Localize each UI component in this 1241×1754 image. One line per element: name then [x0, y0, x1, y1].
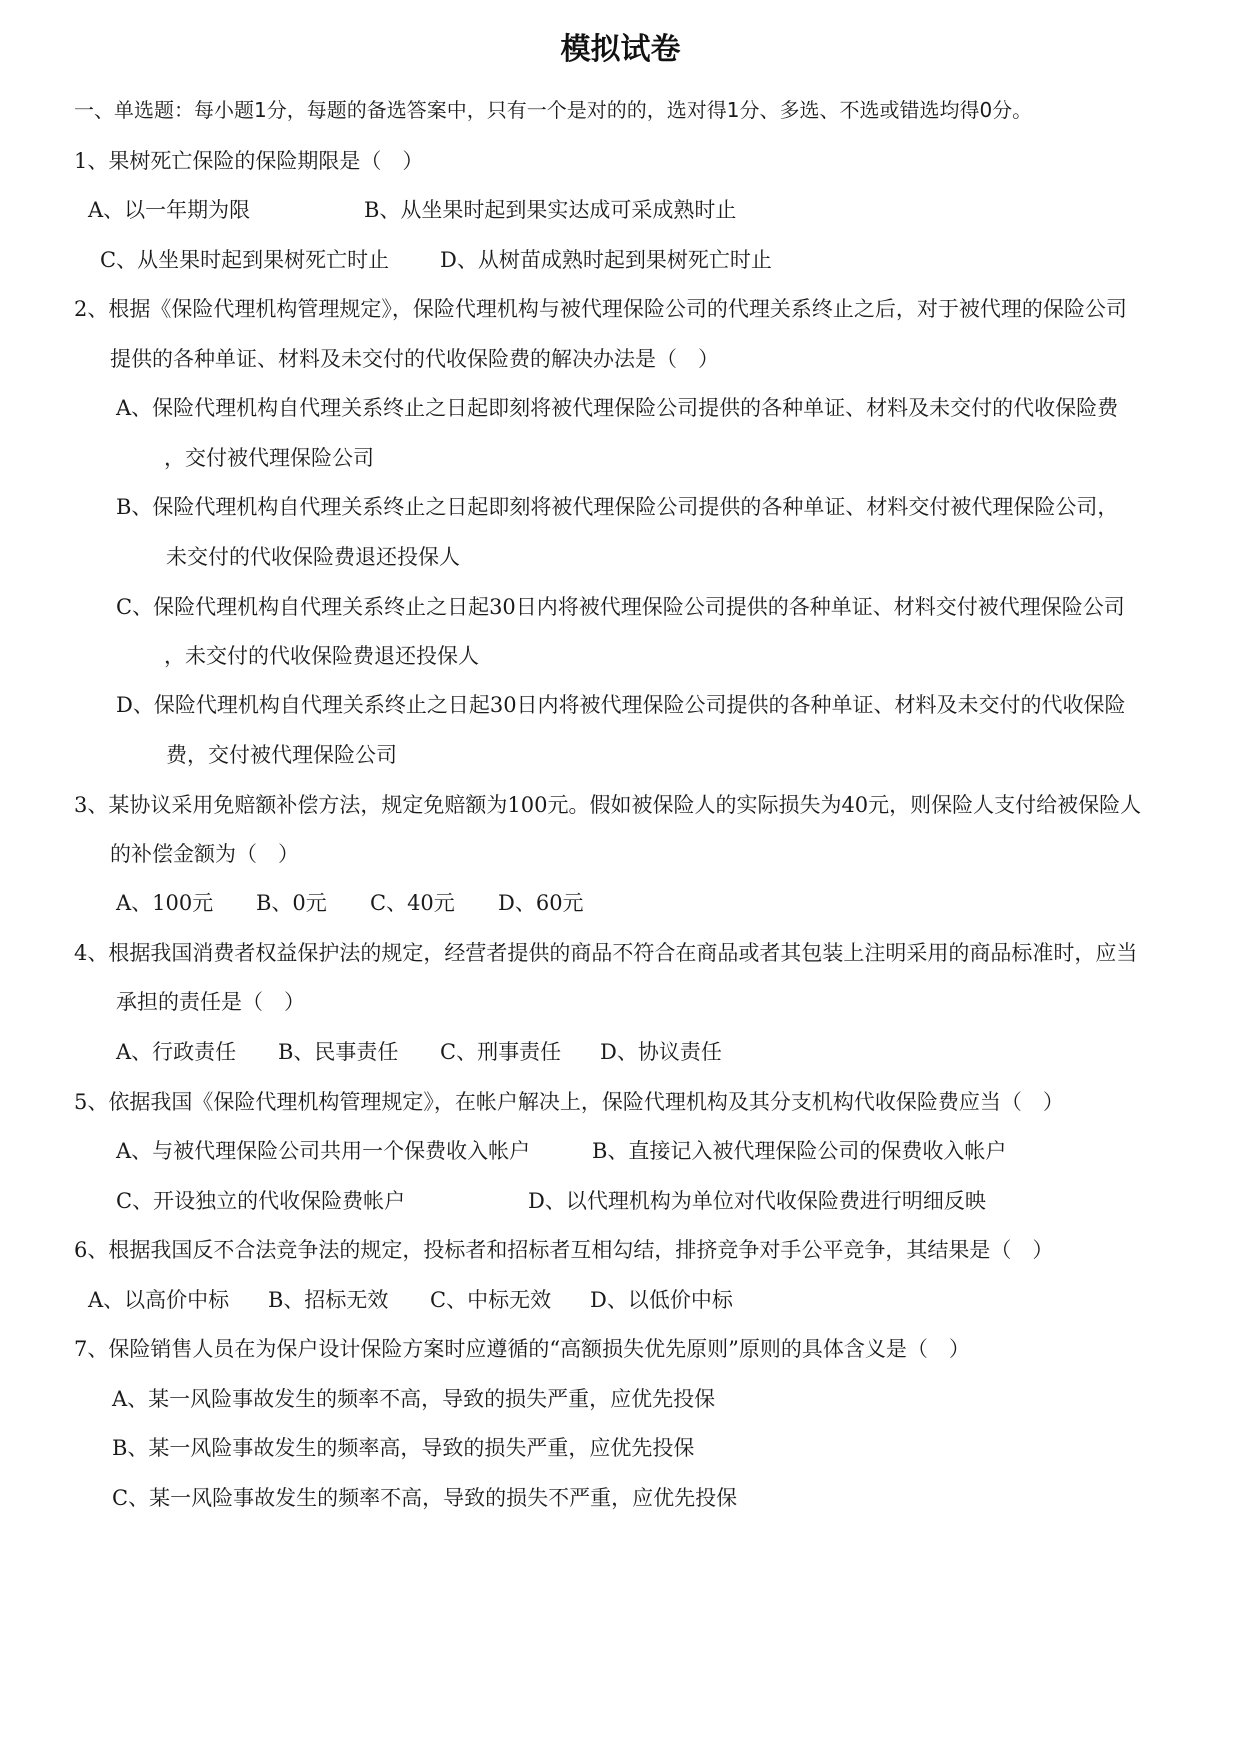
question-3-stem-line-2: 的补偿金额为（ ）	[110, 842, 299, 866]
question-2-option-a-line-1: A、保险代理机构自代理关系终止之日起即刻将被代理保险公司提供的各种单证、材料及未交付的代收保险费	[116, 396, 1119, 420]
question-7-stem: 7、保险销售人员在为保户设计保险方案时应遵循的“高额损失优先原则”原则的具体含义是（ ）	[74, 1337, 970, 1361]
question-2-option-c-line-1: C、保险代理机构自代理关系终止之日起30日内将被代理保险公司提供的各种单证、材料交付被代理保险公司	[116, 595, 1125, 619]
question-4-stem-line-1: 4、根据我国消费者权益保护法的规定，经营者提供的商品不符合在商品或者其包装上注明采用的商品标准时，应当	[74, 941, 1138, 965]
question-7-option-c: C、某一风险事故发生的频率不高，导致的损失不严重，应优先投保	[112, 1486, 738, 1510]
question-2-option-a-line-2: ，交付被代理保险公司	[164, 446, 374, 470]
question-6-option-a: A、以高价中标	[88, 1288, 230, 1312]
question-2-stem-line-2: 提供的各种单证、材料及未交付的代收保险费的解决办法是（ ）	[110, 347, 719, 371]
question-1-stem: 1、果树死亡保险的保险期限是（ ）	[74, 149, 424, 173]
question-6-stem: 6、根据我国反不合法竞争法的规定，投标者和招标者互相勾结，排挤竞争对手公平竞争，其结果是（ ）	[74, 1238, 1054, 1262]
question-1-option-a: A、以一年期为限	[88, 198, 251, 222]
question-4-option-c: C、刑事责任	[440, 1040, 562, 1064]
question-1-option-c: C、从坐果时起到果树死亡时止	[100, 248, 390, 272]
question-5-option-b: B、直接记入被代理保险公司的保费收入帐户	[592, 1139, 1007, 1163]
question-7-option-a: A、某一风险事故发生的频率不高，导致的损失严重，应优先投保	[112, 1387, 716, 1411]
question-5-option-d: D、以代理机构为单位对代收保险费进行明细反映	[528, 1189, 986, 1213]
question-2-option-d-line-1: D、保险代理机构自代理关系终止之日起30日内将被代理保险公司提供的各种单证、材料及未交付的代收保险	[116, 693, 1126, 717]
question-5-option-a: A、与被代理保险公司共用一个保费收入帐户	[116, 1139, 531, 1163]
question-1-option-d: D、从树苗成熟时起到果树死亡时止	[440, 248, 772, 272]
question-3-stem-line-1: 3、某协议采用免赔额补偿方法，规定免赔额为100元。假如被保险人的实际损失为40元，则保险人支付给被保险人	[74, 793, 1142, 817]
question-5-stem: 5、依据我国《保险代理机构管理规定》，在帐户解决上，保险代理机构及其分支机构代收保险费应当（ ）	[74, 1090, 1064, 1114]
question-4-stem-line-2: 承担的责任是（ ）	[116, 990, 305, 1014]
question-2-option-c-line-2: ，未交付的代收保险费退还投保人	[164, 644, 479, 668]
question-6-option-b: B、招标无效	[268, 1288, 389, 1312]
question-4-option-b: B、民事责任	[278, 1040, 399, 1064]
question-4-option-d: D、协议责任	[600, 1040, 722, 1064]
question-2-option-d-line-2: 费，交付被代理保险公司	[166, 743, 397, 767]
question-2-option-b-line-1: B、保险代理机构自代理关系终止之日起即刻将被代理保险公司提供的各种单证、材料交付被代理保险公司，	[116, 495, 1119, 519]
question-4-option-a: A、行政责任	[116, 1040, 237, 1064]
question-3-option-b: B、0元	[256, 891, 327, 915]
section-header: 一、单选题：每小题1分，每题的备选答案中，只有一个是对的的，选对得1分、多选、不选或错选均得0分。	[74, 98, 1033, 122]
question-3-option-a: A、100元	[116, 891, 214, 915]
question-6-option-d: D、以低价中标	[590, 1288, 733, 1312]
question-3-option-d: D、60元	[498, 891, 584, 915]
question-1-option-b: B、从坐果时起到果实达成可采成熟时止	[364, 198, 737, 222]
question-6-option-c: C、中标无效	[430, 1288, 552, 1312]
question-2-stem-line-1: 2、根据《保险代理机构管理规定》，保险代理机构与被代理保险公司的代理关系终止之后，对于被代理的保险公司	[74, 297, 1127, 321]
question-3-option-c: C、40元	[370, 891, 455, 915]
question-5-option-c: C、开设独立的代收保险费帐户	[116, 1189, 406, 1213]
question-2-option-b-line-2: 未交付的代收保险费退还投保人	[166, 545, 460, 569]
page-title: 模拟试卷	[560, 32, 681, 67]
question-7-option-b: B、某一风险事故发生的频率高，导致的损失严重，应优先投保	[112, 1436, 695, 1460]
